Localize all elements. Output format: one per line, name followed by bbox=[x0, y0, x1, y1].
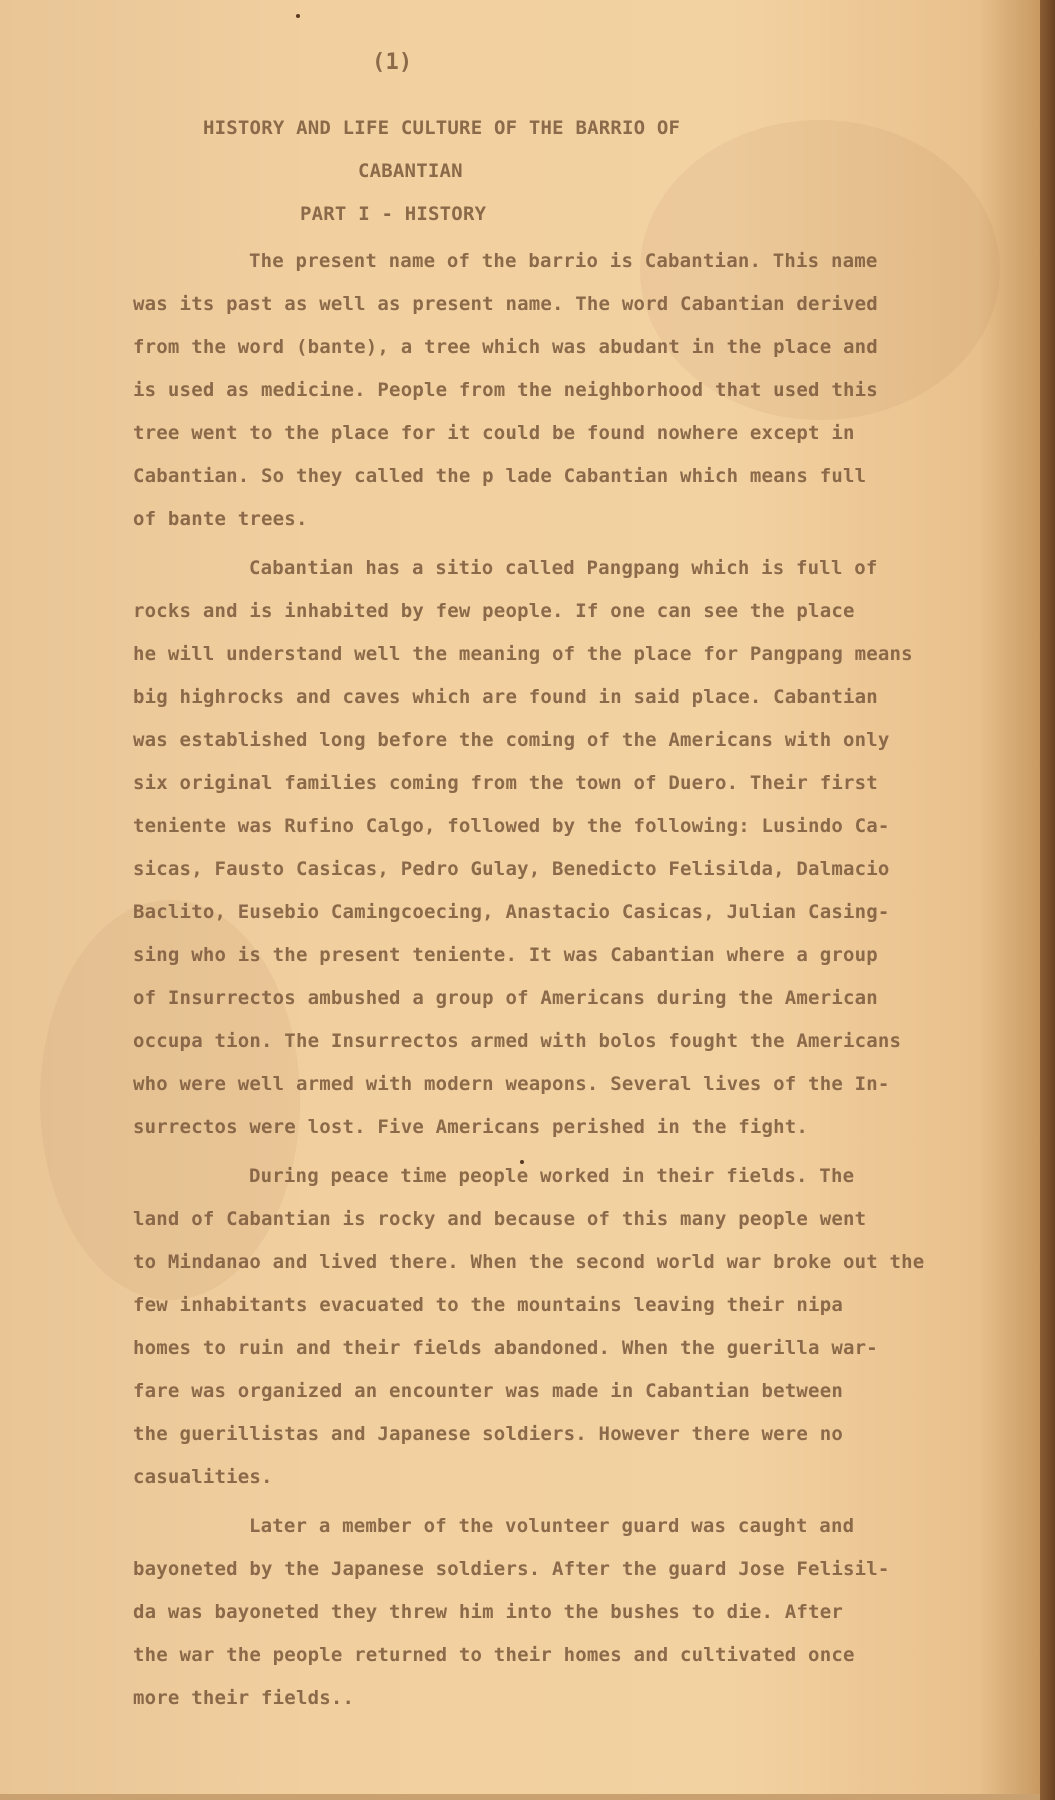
section-heading: PART I - HISTORY bbox=[300, 203, 487, 225]
text-line: is used as medicine. People from the neighborhood that used this bbox=[133, 379, 878, 401]
text-line: he will understand well the meaning of the place for Pangpang means bbox=[133, 643, 913, 665]
text-line: Cabantian has a sitio called Pangpang which is full of bbox=[249, 557, 878, 579]
text-line: the guerillistas and Japanese soldiers. However there were no bbox=[133, 1423, 843, 1445]
text-line: During peace time people worked in their fields. The bbox=[249, 1165, 855, 1187]
text-line: casualities. bbox=[133, 1466, 273, 1488]
text-line: six original families coming from the town of Duero. Their first bbox=[133, 772, 878, 794]
text-line: occupa tion. The Insurrectos armed with bolos fought the Americans bbox=[133, 1030, 902, 1052]
text-line: from the word (bante), a tree which was abudant in the place and bbox=[133, 336, 878, 358]
text-line: fare was organized an encounter was made in Cabantian between bbox=[133, 1380, 843, 1402]
document-title: HISTORY AND LIFE CULTURE OF THE BARRIO OF bbox=[203, 117, 681, 139]
text-line: the war the people returned to their homes and cultivated once bbox=[133, 1644, 855, 1666]
text-line: of Insurrectos ambushed a group of Americans during the American bbox=[133, 987, 878, 1009]
text-line: teniente was Rufino Calgo, followed by the following: Lusindo Ca- bbox=[133, 815, 890, 837]
ink-speck bbox=[520, 1160, 524, 1164]
text-line: sing who is the present teniente. It was Cabantian where a group bbox=[133, 944, 878, 966]
text-line: homes to ruin and their fields abandoned. When the guerilla war- bbox=[133, 1337, 878, 1359]
text-line: big highrocks and caves which are found in said place. Cabantian bbox=[133, 686, 878, 708]
text-line: bayoneted by the Japanese soldiers. After the guard Jose Felisil- bbox=[133, 1558, 890, 1580]
text-line: to Mindanao and lived there. When the second world war broke out the bbox=[133, 1251, 925, 1273]
document-subtitle: CABANTIAN bbox=[358, 160, 463, 182]
text-line: tree went to the place for it could be found nowhere except in bbox=[133, 422, 855, 444]
text-line: Baclito, Eusebio Camingcoecing, Anastacio Casicas, Julian Casing- bbox=[133, 901, 890, 923]
text-line: The present name of the barrio is Cabantian. This name bbox=[249, 250, 878, 272]
text-line: land of Cabantian is rocky and because of this many people went bbox=[133, 1208, 867, 1230]
text-line: Later a member of the volunteer guard was caught and bbox=[249, 1515, 855, 1537]
text-line: of bante trees. bbox=[133, 508, 308, 530]
text-line: few inhabitants evacuated to the mountains leaving their nipa bbox=[133, 1294, 843, 1316]
binding-edge bbox=[1040, 0, 1055, 1800]
text-line: Cabantian. So they called the p lade Cabantian which means full bbox=[133, 465, 867, 487]
text-line: sicas, Fausto Casicas, Pedro Gulay, Benedicto Felisilda, Dalmacio bbox=[133, 858, 890, 880]
text-line: da was bayoneted they threw him into the bushes to die. After bbox=[133, 1601, 843, 1623]
page-number: (1) bbox=[372, 50, 413, 75]
text-line: was established long before the coming of the Americans with only bbox=[133, 729, 890, 751]
ink-speck bbox=[296, 14, 300, 18]
text-line: more their fields.. bbox=[133, 1687, 355, 1709]
page-bottom-edge bbox=[0, 1794, 1040, 1800]
text-line: rocks and is inhabited by few people. If one can see the place bbox=[133, 600, 855, 622]
text-line: was its past as well as present name. The word Cabantian derived bbox=[133, 293, 878, 315]
text-line: who were well armed with modern weapons. Several lives of the In- bbox=[133, 1073, 890, 1095]
text-line: surrectos were lost. Five Americans perished in the fight. bbox=[133, 1116, 809, 1138]
